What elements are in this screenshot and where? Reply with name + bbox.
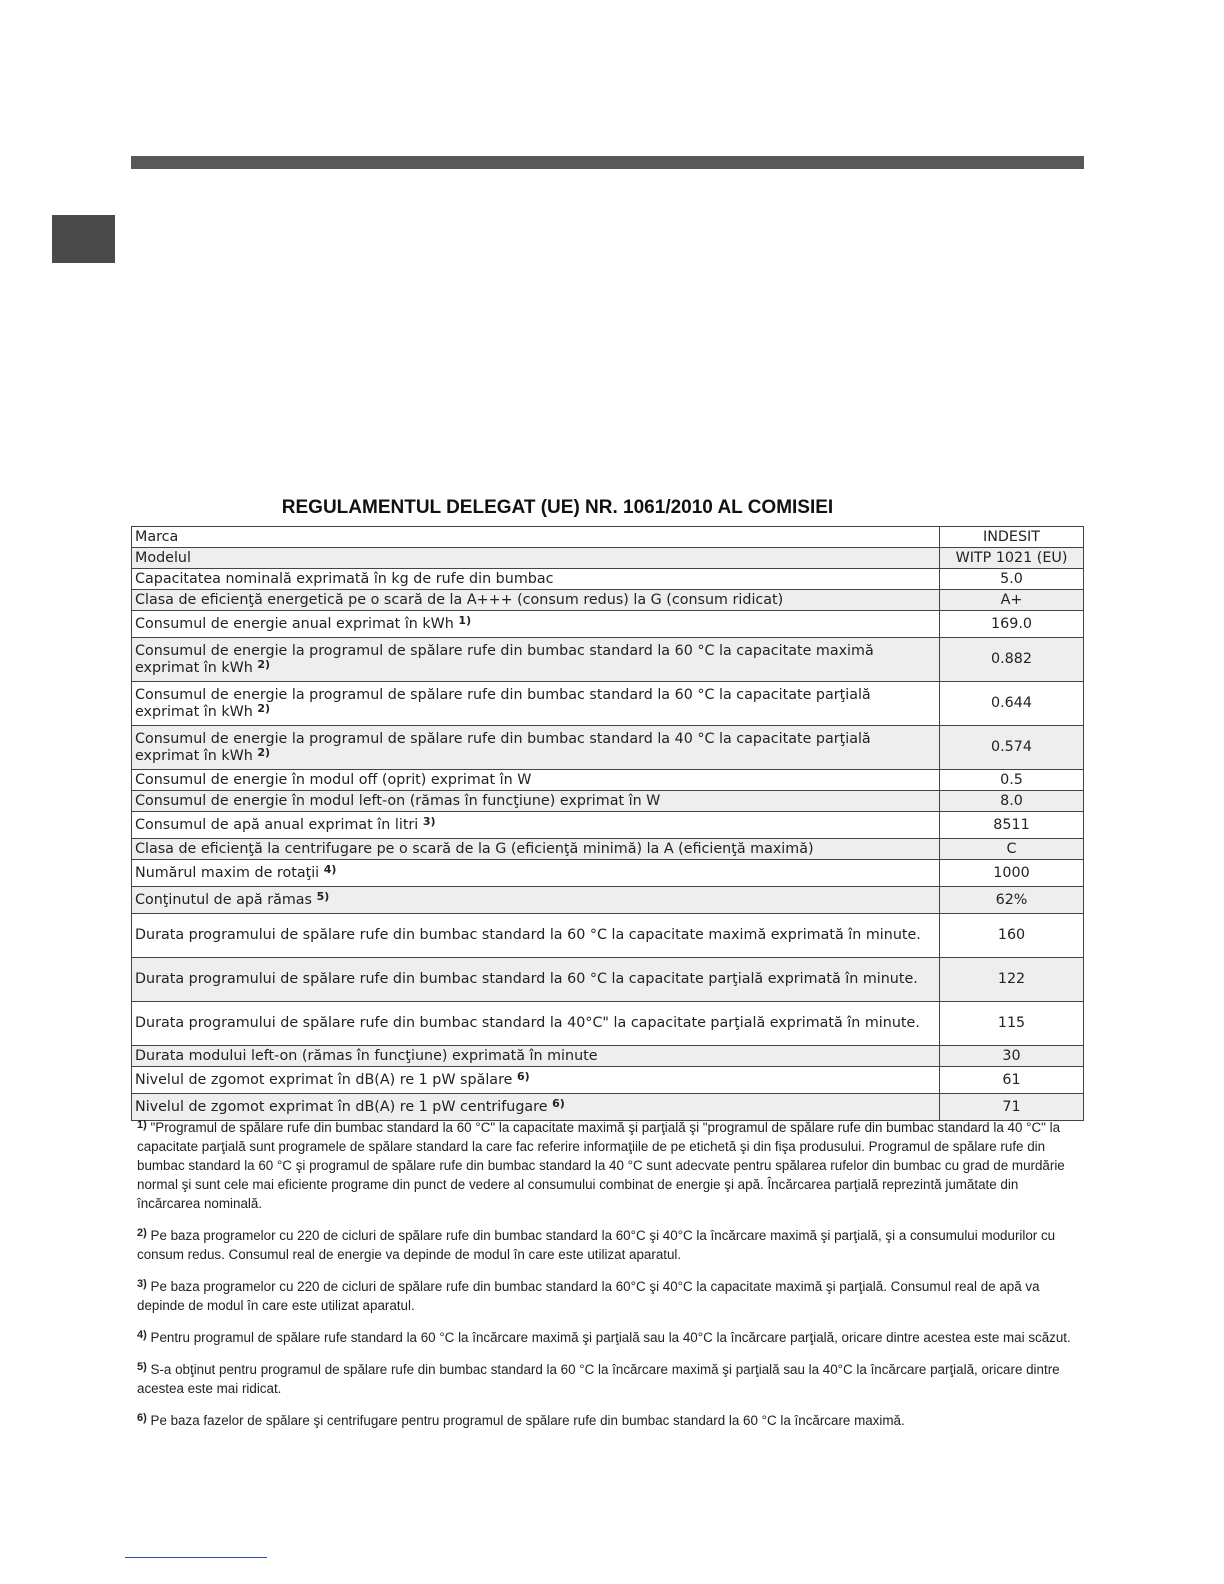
row-label-text: Durata programului de spălare rufe din bumbac standard la 60 °C la capacitate parţială exprimată în minute.: [135, 971, 918, 987]
row-value: 115: [940, 1002, 1084, 1046]
row-label-text: Clasa de eficienţă la centrifugare pe o scară de la G (eficienţă minimă) la A (eficienţă maximă): [135, 840, 814, 857]
footnote-ref: 2): [257, 657, 271, 671]
footnote-mark: 3): [137, 1278, 147, 1290]
footnote-ref: 6): [516, 1069, 530, 1083]
row-label-text: Nivelul de zgomot exprimat în dB(A) re 1 pW spălare: [135, 1071, 513, 1088]
table-row: [132, 611, 1084, 638]
row-value: 169.0: [940, 611, 1084, 638]
row-label: [132, 914, 940, 958]
row-label: [132, 958, 940, 1002]
row-label-text: Numărul maxim de rotaţii: [135, 864, 320, 881]
table-row: [132, 638, 1084, 682]
footnote: [137, 1411, 1082, 1430]
row-label: [132, 590, 940, 611]
row-value: A+: [940, 590, 1084, 611]
row-label-text: Consumul de energie la programul de spălare rufe din bumbac standard la 40 °C la capacitate parţială exprimat în kWh: [135, 730, 871, 764]
row-label-text: Capacitatea nominală exprimată în kg de rufe din bumbac: [135, 570, 554, 587]
footnotes: [137, 1118, 1082, 1443]
footnote: [137, 1118, 1082, 1213]
table-row: [132, 958, 1084, 1002]
footnote-text: Pentru programul de spălare rufe standard la 60 °C la încărcare maximă şi parţială sau la 40°C la încărcare parţială, oricare dintre acestea este mai scăzut.: [150, 1330, 1071, 1345]
row-value: 0.644: [940, 682, 1084, 726]
footer-rule: [125, 1557, 267, 1558]
footnote: [137, 1328, 1082, 1347]
footnote-text: Pe baza programelor cu 220 de cicluri de spălare rufe din bumbac standard la 60°C şi 40°C la încărcare maximă şi parţială, şi a consumului modurilor cu consum redus. Consumul real de energie va depinde de modul în care este utilizat aparatul.: [137, 1228, 1056, 1262]
row-value: 0.882: [940, 638, 1084, 682]
table-row: [132, 887, 1084, 914]
row-label: [132, 791, 940, 812]
table-row: [132, 726, 1084, 770]
row-label: [132, 887, 940, 914]
row-value: 0.5: [940, 770, 1084, 791]
row-label-text: Conţinutul de apă rămas: [135, 891, 313, 908]
row-label-text: Consumul de energie anual exprimat în kWh: [135, 615, 454, 632]
row-label: [132, 1067, 940, 1094]
table-row: [132, 791, 1084, 812]
table-row: [132, 839, 1084, 860]
row-value: C: [940, 839, 1084, 860]
footnote: [137, 1360, 1082, 1398]
table-row: [132, 860, 1084, 887]
table-row: [132, 548, 1084, 569]
table-row: [132, 770, 1084, 791]
row-label: [132, 638, 940, 682]
row-label-text: Durata programului de spălare rufe din bumbac standard la 60 °C la capacitate maximă exprimată în minute.: [135, 927, 921, 943]
row-value: 5.0: [940, 569, 1084, 590]
footnote-ref: 4): [323, 862, 337, 876]
footnote-text: S-a obţinut pentru programul de spălare rufe din bumbac standard la 60 °C la încărcare maximă şi parţială sau la 40°C la încărcare parţială, oricare dintre acestea este mai ridicat.: [137, 1362, 1060, 1396]
row-value: 122: [940, 958, 1084, 1002]
table-row: [132, 1002, 1084, 1046]
footnote: [137, 1277, 1082, 1315]
row-label-text: Marca: [135, 528, 179, 545]
row-label: [132, 1094, 940, 1121]
row-label: [132, 682, 940, 726]
language-tab-marker: [52, 215, 115, 263]
row-value: 71: [940, 1094, 1084, 1121]
row-label-text: Nivelul de zgomot exprimat în dB(A) re 1 pW centrifugare: [135, 1098, 548, 1115]
row-label: [132, 1046, 940, 1067]
row-value: 30: [940, 1046, 1084, 1067]
row-label: [132, 569, 940, 590]
footnote-text: Pe baza fazelor de spălare şi centrifugare pentru programul de spălare rufe din bumbac standard la 60 °C la încărcare maximă.: [150, 1413, 905, 1428]
footnote: [137, 1226, 1082, 1264]
footnote-ref: 6): [552, 1096, 565, 1110]
table-row: [132, 914, 1084, 958]
row-label-text: Consumul de energie în modul off (oprit) exprimat în W: [135, 771, 532, 788]
row-label-text: Modelul: [135, 549, 191, 566]
table-row: [132, 1067, 1084, 1094]
row-label-text: Consumul de apă anual exprimat în litri: [135, 816, 419, 833]
row-value: 62%: [940, 887, 1084, 914]
table-row: [132, 590, 1084, 611]
table-row: [132, 569, 1084, 590]
row-label-text: Consumul de energie în modul left-on (rămas în funcţiune) exprimat în W: [135, 792, 661, 809]
row-value: 0.574: [940, 726, 1084, 770]
footnote-ref: 2): [257, 701, 271, 715]
row-value: 1000: [940, 860, 1084, 887]
row-label: [132, 611, 940, 638]
row-label: [132, 527, 940, 548]
table-row: [132, 682, 1084, 726]
table-row: [132, 812, 1084, 839]
row-label-text: Consumul de energie la programul de spălare rufe din bumbac standard la 60 °C la capacitate parţială exprimat în kWh: [135, 686, 871, 720]
footnote-ref: 2): [257, 745, 271, 759]
specification-table: [131, 526, 1084, 1121]
row-label-text: Durata programului de spălare rufe din bumbac standard la 40°C" la capacitate parţială exprimată în minute.: [135, 1015, 920, 1031]
row-value: 8.0: [940, 791, 1084, 812]
header-bar: [131, 156, 1084, 169]
row-value: 160: [940, 914, 1084, 958]
row-label: [132, 770, 940, 791]
row-label-text: Consumul de energie la programul de spălare rufe din bumbac standard la 60 °C la capacitate maximă exprimat în kWh: [135, 642, 874, 676]
row-label: [132, 1002, 940, 1046]
row-label-text: Durata modului left-on (rămas în funcţiune) exprimată în minute: [135, 1047, 598, 1064]
footnote-ref: 1): [458, 613, 472, 627]
footnote-ref: 3): [422, 814, 436, 828]
row-label: [132, 839, 940, 860]
row-value: INDESIT: [940, 527, 1084, 548]
document-title: REGULAMENTUL DELEGAT (UE) NR. 1061/2010 AL COMISIEI: [281, 497, 834, 518]
footnote-mark: 5): [137, 1361, 147, 1373]
row-value: 8511: [940, 812, 1084, 839]
table-row: [132, 1094, 1084, 1121]
footnote-text: Pe baza programelor cu 220 de cicluri de spălare rufe din bumbac standard la 60°C şi 40°C la capacitate maximă şi parţială. Consumul real de apă va depinde de modul în care este utilizat aparatul.: [137, 1279, 1040, 1313]
row-value: 61: [940, 1067, 1084, 1094]
footnote-mark: 6): [137, 1412, 147, 1424]
table-row: [132, 527, 1084, 548]
footnote-mark: 2): [137, 1227, 147, 1239]
row-label: [132, 860, 940, 887]
row-label: [132, 726, 940, 770]
table-row: [132, 1046, 1084, 1067]
footnote-text: "Programul de spălare rufe din bumbac standard la 60 °C" la capacitate maximă şi parţială şi "programul de spălare rufe din bumbac standard la 40 °C" la capacitate parţială sunt programele de spălare standard la care fac referire informaţiile de pe etichetă şi din fişa produsului. Programul de spălare rufe din bumbac standard la 60 °C şi programul de spălare rufe din bumbac standard la 40 °C sunt adecvate pentru spălarea rufelor din bumbac cu grad de murdărie normal şi sunt cele mai eficiente programe din punct de vedere al consumului combinat de energie şi apă. Încărcarea parţială reprezintă jumătate din încărcarea nominală.: [137, 1120, 1065, 1211]
footnote-ref: 5): [316, 889, 330, 903]
row-value: WITP 1021 (EU): [940, 548, 1084, 569]
footnote-mark: 1): [137, 1119, 147, 1131]
row-label: [132, 812, 940, 839]
row-label: [132, 548, 940, 569]
row-label-text: Clasa de eficienţă energetică pe o scară de la A+++ (consum redus) la G (consum ridicat): [135, 591, 784, 608]
footnote-mark: 4): [137, 1329, 147, 1341]
